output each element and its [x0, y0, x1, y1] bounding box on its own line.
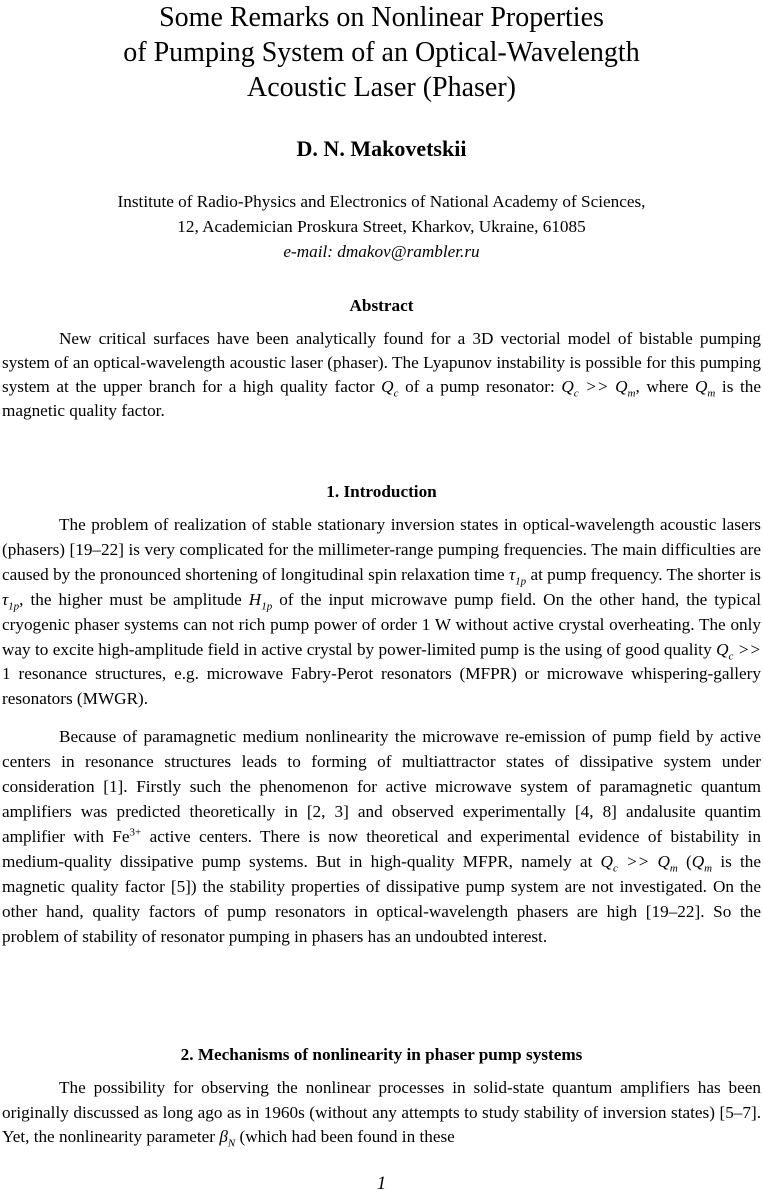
section-2-body	[2, 1076, 761, 1150]
author-name: D. N. Makovetskii	[296, 136, 467, 161]
intro-paragraph-2: Because of paramagnetic medium nonlinearity the microwave re-emission of pump field by active centers in resonance structures leads to forming of multiattractor states of dissipative system under consideration [1]. Firstly such the phenomenon for active microwave system of paramagnetic quantum amplifiers was predicted theoretically in [2, 3] and observed experimentally [4, 8] andalusite quantim amplifier with $Fe^{3+}$ active centers. There is now theoretical and experimental evidence of bistability in medium-quality dissipative pump systems. But in high-quality MFPR, namely at $Q_c >> Q_m$ ($Q_m$ is the magnetic quality factor [5]) the stability properties of dissipative pump system are not investigated. On the other hand, quality factors of pump resonators in optical-wavelength phasers are high [19–22]. So the problem of stability of resonator pumping in phasers has an undoubted interest.	[2, 727, 761, 946]
math-qc: $Q_c$	[381, 377, 399, 400]
math-tau-1p: $\tau_{1p}$	[2, 589, 20, 613]
page-number: 1	[376, 1173, 387, 1194]
affiliation-block	[0, 189, 763, 264]
affiliation-line-1: Institute of Radio-Physics and Electronics of National Academy of Sciences,	[117, 192, 646, 211]
title-line-3: Acoustic Laser (Phaser)	[246, 72, 516, 103]
math-qc-gg-qm: $Q_c >> Q_m$	[600, 851, 678, 875]
intro-paragraph-1: The problem of realization of stable stationary inversion states in optical-wavelength acoustic lasers (phasers) [19–22] is very complicated for the millimeter-range pumping frequencies. The main difficulties are caused by the pronounced shortening of longitudinal spin relaxation time $\tau_{1p}$ at pump frequency. The shorter is $\tau_{1p}$, the higher must be amplitude $H_{1p}$ of the input microwave pump field. On the other hand, the typical cryogenic phaser systems can not rich pump power of order 1 W without active crystal overheating. The only way to excite high-amplitude field in active crystal by power-limited pump is the using of good quality $Q_c >> 1$ resonance structures, e.g. microwave Fabry-Perot resonators (MFPR) or microwave whispering-gallery resonators (MWGR).	[2, 515, 762, 709]
author-email[interactable]: e-mail: dmakov@rambler.ru	[283, 242, 480, 261]
abstract-paragraph: New critical surfaces have been analytically found for a 3D vectorial model of bistable pumping system of an optical-wavelength acoustic laser (phaser). The Lyapunov instability is possible for this pumping system at the upper branch for a high quality factor $Q_c$ of a pump resonator: $Q_c >> Q_m$, where $Q_m$ is the magnetic quality factor.	[2, 329, 761, 420]
math-qc-gg-qm: $Q_c >> Q_m$	[561, 377, 636, 400]
fe-ion: $Fe^{3+}$	[112, 826, 142, 846]
math-qc-gg-1: $Q_c >> 1$	[2, 639, 761, 684]
section-2-paragraph-1: The possibility for observing the nonlinear processes in solid-state quantum amplifiers has been originally discussed as long ago as in 1960s (without any attempts to study stability of inversion states) [5–7]. Yet, the nonlinearity parameter $\beta_N$ (which had been found in these	[2, 1078, 761, 1150]
math-beta-n: $\beta_N$	[219, 1127, 236, 1150]
section-1-body	[2, 513, 761, 949]
paper-title	[0, 0, 763, 105]
math-tau-1p: $\tau_{1p}$	[508, 564, 527, 588]
title-line-1: Some Remarks on Nonlinear Properties	[159, 2, 604, 33]
section-2-heading: 2. Mechanisms of nonlinearity in phaser pump systems	[180, 1045, 583, 1064]
section-1-heading: 1. Introduction	[326, 482, 437, 501]
affiliation-line-2: 12, Academician Proskura Street, Kharkov, Ukraine, 61085	[177, 217, 586, 236]
math-qm: $Q_m$	[694, 377, 716, 400]
math-h-1p: $H_{1p}$	[248, 589, 273, 613]
abstract-body	[2, 327, 761, 423]
title-line-2: of Pumping System of an Optical-Wavelength	[123, 37, 640, 68]
abstract-heading: Abstract	[349, 296, 414, 315]
math-qm: $Q_m$	[691, 851, 713, 875]
